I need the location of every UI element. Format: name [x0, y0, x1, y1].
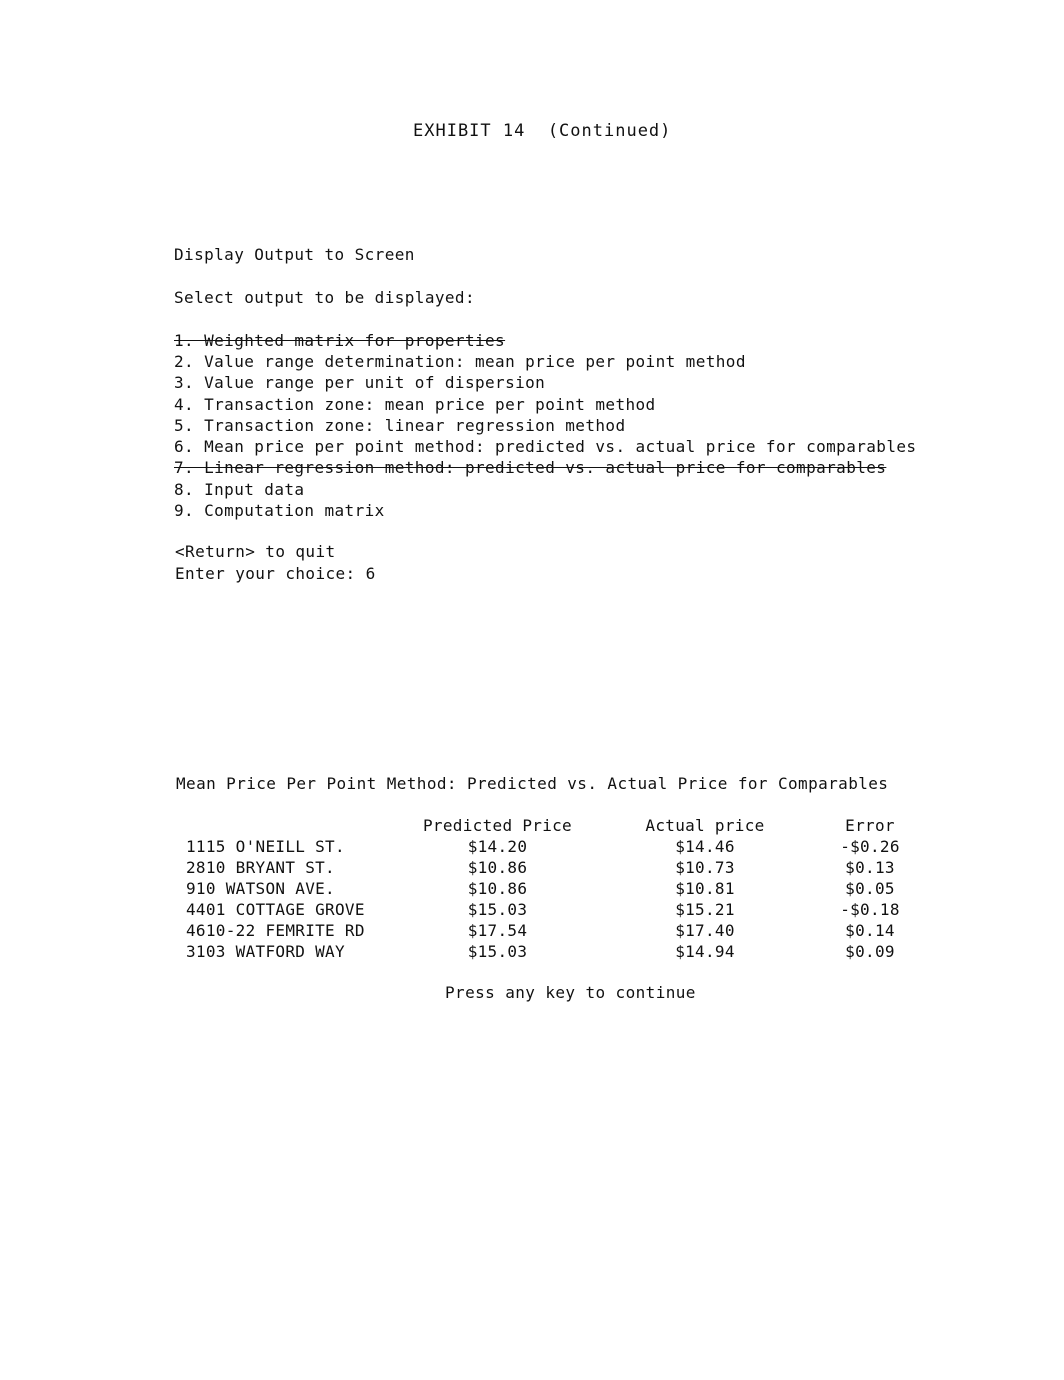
error-cell: $0.09 — [845, 942, 895, 961]
table-header-row — [186, 815, 935, 836]
error-cell: -$0.18 — [840, 900, 900, 919]
menu-item-input-data[interactable]: 8. Input data — [174, 480, 305, 499]
actual-cell: $10.73 — [675, 858, 735, 877]
address-cell: 3103 WATFORD WAY — [186, 942, 345, 961]
predicted-cell: $15.03 — [467, 942, 528, 961]
error-cell: $0.05 — [845, 879, 895, 898]
column-header-address — [186, 815, 390, 836]
column-header-error: Error — [845, 816, 895, 835]
column-header-predicted: Predicted Price — [423, 816, 572, 835]
actual-cell: $15.21 — [675, 900, 735, 919]
predicted-cell: $14.20 — [467, 837, 528, 856]
address-cell: 2810 BRYANT ST. — [186, 858, 335, 877]
continue-hint[interactable]: Press any key to continue — [445, 983, 696, 1002]
table-row — [186, 836, 935, 857]
comparables-table — [186, 815, 935, 962]
predicted-cell: $10.86 — [467, 879, 528, 898]
actual-cell: $14.94 — [675, 942, 735, 961]
address-cell: 4610-22 FEMRITE RD — [186, 921, 365, 940]
table-row — [186, 878, 935, 899]
screen-heading: Display Output to Screen — [174, 245, 415, 264]
menu-item-value-range-dispersion[interactable]: 3. Value range per unit of dispersion — [174, 373, 546, 392]
address-cell: 1115 O'NEILL ST. — [186, 837, 345, 856]
error-cell: $0.14 — [845, 921, 895, 940]
predicted-cell: $17.54 — [467, 921, 528, 940]
column-header-actual: Actual price — [645, 816, 765, 835]
error-cell: -$0.26 — [840, 837, 900, 856]
table-row — [186, 941, 935, 962]
exhibit-title: EXHIBIT 14 (Continued) — [413, 121, 672, 141]
choice-prompt[interactable]: Enter your choice: 6 — [175, 564, 376, 583]
address-cell: 4401 COTTAGE GROVE — [186, 900, 365, 919]
select-prompt: Select output to be displayed: — [174, 288, 475, 307]
table-row — [186, 857, 935, 878]
menu-item-value-range-mean-price[interactable]: 2. Value range determination: mean price per point method — [174, 352, 746, 371]
return-hint: <Return> to quit — [175, 542, 336, 561]
predicted-cell: $10.86 — [467, 858, 528, 877]
menu-item-weighted-matrix[interactable]: 1. Weighted matrix for properties — [174, 331, 506, 350]
error-cell: $0.13 — [845, 858, 895, 877]
actual-cell: $17.40 — [675, 921, 735, 940]
menu-item-mean-price-comparables[interactable]: 6. Mean price per point method: predicted vs. actual price for comparables — [174, 437, 917, 456]
predicted-cell: $15.03 — [467, 900, 528, 919]
menu-item-computation-matrix[interactable]: 9. Computation matrix — [174, 501, 385, 520]
menu-item-regression-comparables[interactable]: 7. Linear regression method: predicted vs. actual price for comparables — [174, 458, 887, 477]
table-row — [186, 920, 935, 941]
results-title: Mean Price Per Point Method: Predicted vs. Actual Price for Comparables — [176, 774, 889, 793]
menu-item-transaction-zone-regression[interactable]: 5. Transaction zone: linear regression method — [174, 416, 626, 435]
menu-item-transaction-zone-mean-price[interactable]: 4. Transaction zone: mean price per point method — [174, 395, 656, 414]
actual-cell: $10.81 — [675, 879, 735, 898]
actual-cell: $14.46 — [675, 837, 735, 856]
table-row — [186, 899, 935, 920]
address-cell: 910 WATSON AVE. — [186, 879, 335, 898]
